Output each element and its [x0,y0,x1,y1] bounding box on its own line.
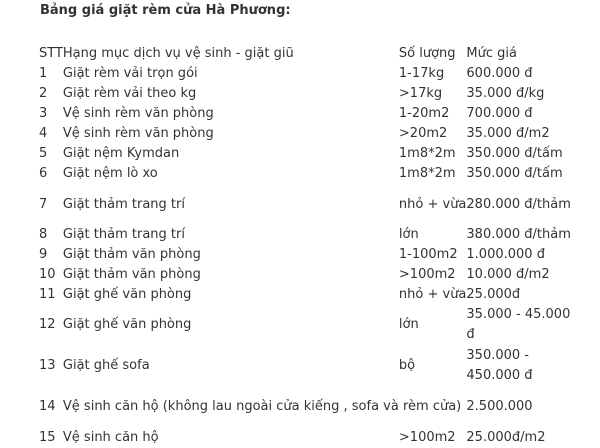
table-row [39,428,576,448]
row-quantity: 1-20m2 [398,106,450,121]
table-row [39,245,576,265]
table-row [39,225,576,245]
row-stt: 6 [39,166,48,181]
row-service: Vệ sinh rèm văn phòng [62,126,214,141]
row-price: 1.000.000 đ [466,247,545,262]
page-title: Bảng giá giặt rèm cửa Hà Phương: [40,3,291,18]
row-stt: 7 [39,196,48,212]
table-row [39,104,576,124]
row-service: Vệ sinh rèm văn phòng [62,106,214,121]
row-stt: 2 [39,86,48,101]
header-stt: STT [39,46,63,61]
table-row [39,64,576,84]
row-price: 350.000 đ/tấm [466,146,563,161]
header-service: Hạng mục dịch vụ vệ sinh - giặt giũ [62,46,294,61]
row-price: 600.000 đ [466,66,533,81]
table-header-row [39,44,576,64]
row-quantity: >20m2 [398,126,448,141]
row-price: 25.000đ [466,287,521,302]
row-price: 700.000 đ [466,106,533,121]
header-quantity: Số lượng [398,46,456,61]
row-quantity: >100m2 [398,430,456,445]
row-service: Giặt rèm vải trọn gói [62,66,198,81]
row-price: 380.000 đ/thảm [466,227,571,242]
row-stt: 11 [39,287,56,302]
row-quantity: 1m8*2m [398,146,456,161]
row-quantity: >17kg [398,86,443,101]
row-service: Giặt ghế sofa [62,357,150,373]
row-service: Vệ sinh căn hộ [62,430,159,445]
row-quantity: nhỏ + vừa [398,287,467,302]
row-stt: 9 [39,247,48,262]
row-stt: 14 [39,399,56,414]
table-row [39,386,576,428]
price-table [39,44,576,448]
row-price: 10.000 đ/m2 [466,267,550,282]
row-stt: 12 [39,317,56,332]
row-service: Giặt rèm vải theo kg [62,86,197,101]
table-row [39,144,576,164]
row-stt: 3 [39,106,48,121]
row-price: 35.000 - 45.000 đ [466,307,571,342]
row-price: 35.000 đ/m2 [466,126,550,141]
row-service: Giặt thảm văn phòng [62,247,201,262]
row-stt: 13 [39,357,56,373]
table-row [39,84,576,104]
row-stt: 10 [39,267,56,282]
row-price: 35.000 đ/kg [466,86,545,101]
row-price: 350.000 đ/tấm [466,166,563,181]
header-price: Mức giá [466,46,517,61]
row-price: 25.000đ/m2 [466,430,546,445]
row-quantity: >100m2 [398,267,456,282]
row-quantity: 1-100m2 [398,247,458,262]
row-quantity: 1-17kg [398,66,445,81]
row-service: Giặt nệm lò xo [62,166,158,181]
row-service: Giặt ghế văn phòng [62,317,192,332]
row-quantity: 1m8*2m [398,166,456,181]
row-stt: 8 [39,227,48,242]
row-service: Giặt ghế văn phòng [62,287,192,302]
table-row [39,285,576,305]
table-row [39,184,576,225]
row-stt: 4 [39,126,48,141]
row-stt: 1 [39,66,48,81]
row-quantity: lớn [398,227,419,242]
row-stt: 5 [39,146,48,161]
table-row [39,164,576,184]
row-quantity: bộ [398,357,416,373]
table-row [39,305,576,345]
row-price: 2.500.000 [466,399,533,414]
row-quantity: nhỏ + vừa [398,196,467,212]
row-service: Giặt thảm trang trí [62,227,185,242]
row-price: 350.000 - 450.000 đ [466,347,533,383]
row-service: Giặt thảm văn phòng [62,267,201,282]
row-quantity: lớn [398,317,419,332]
row-service: Giặt nệm Kymdan [62,146,180,161]
table-row [39,265,576,285]
row-service: Vệ sinh căn hộ (không lau ngoài cửa kiếng , sofa và rèm cửa) [62,399,462,414]
row-stt: 15 [39,430,56,445]
table-row [39,345,576,386]
table-row [39,124,576,144]
row-price: 280.000 đ/thảm [466,196,571,212]
row-service: Giặt thảm trang trí [62,196,185,212]
